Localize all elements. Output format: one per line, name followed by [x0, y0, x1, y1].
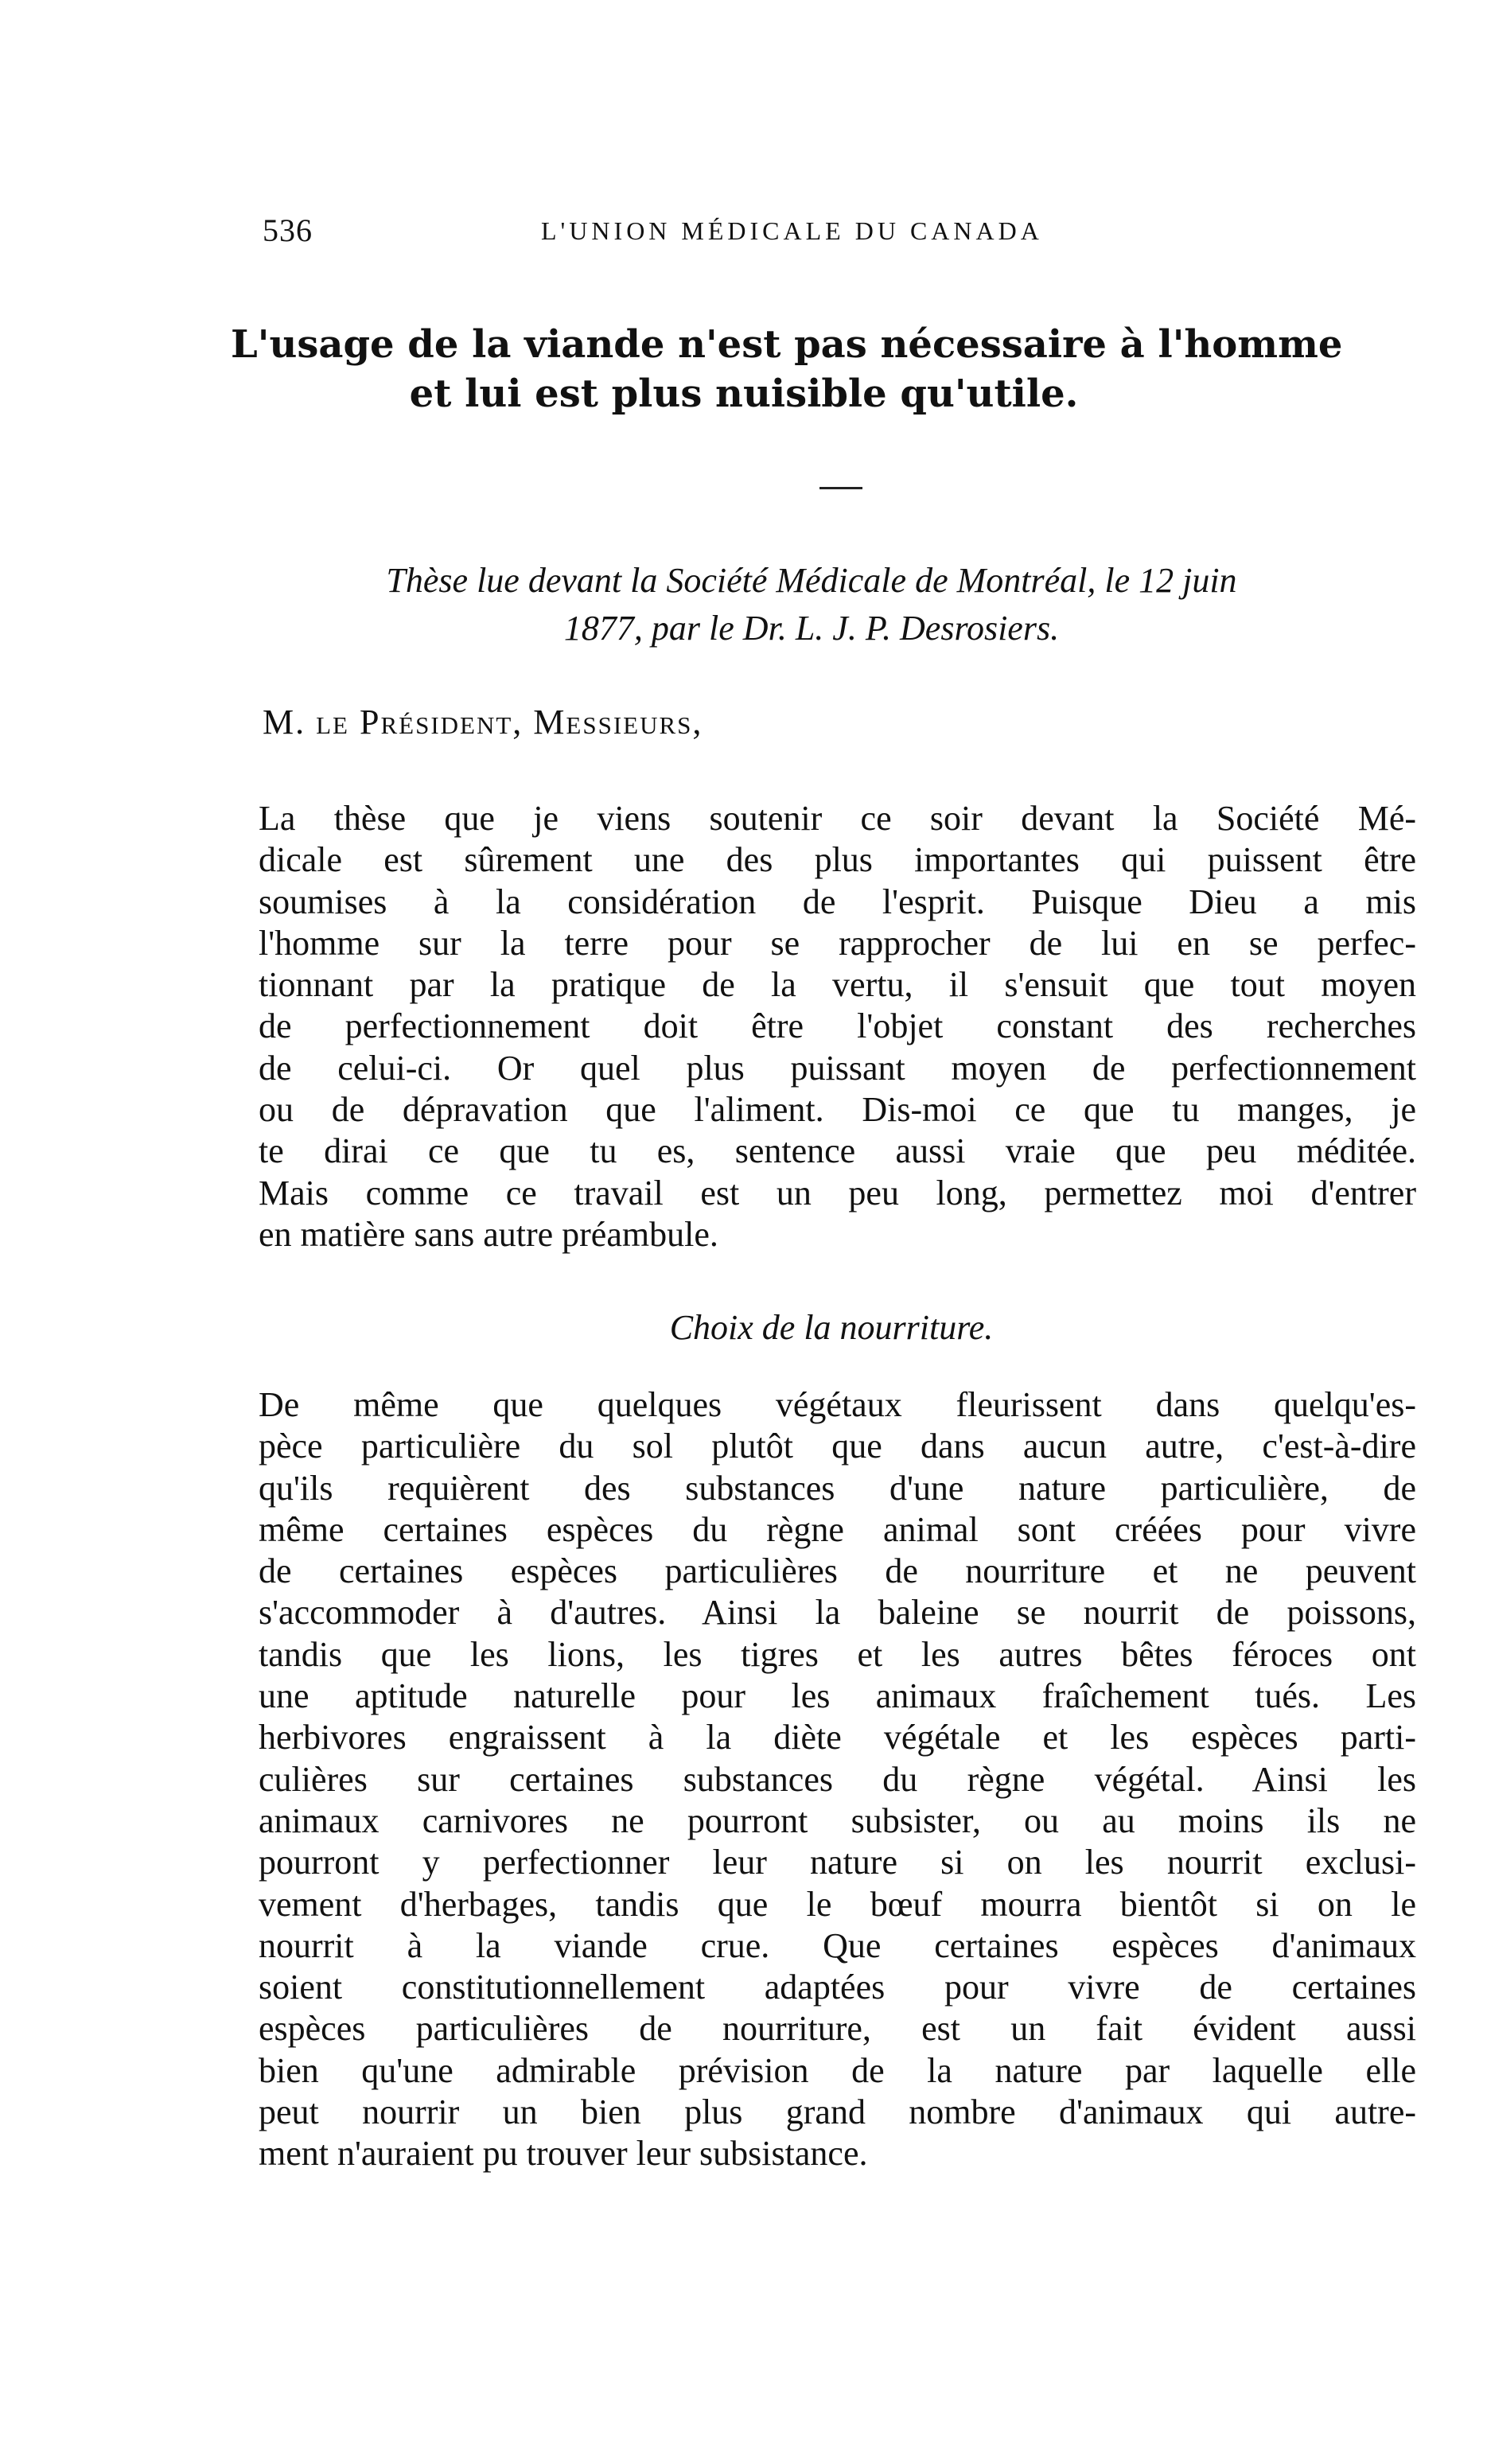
salutation: M. le Président, Messieurs,	[263, 703, 703, 742]
paragraph-line: ment n'auraient pu trouver leur subsistance.	[259, 2134, 868, 2174]
paragraph-line: en matière sans autre préambule.	[259, 1214, 718, 1254]
byline-line-2: 1877, par le Dr. L. J. P. Desrosiers.	[563, 609, 1060, 648]
paragraph-line: même certaines espèces du règne animal sont créées pour vivre	[259, 1509, 1416, 1549]
paragraph-line: peut nourrir un bien plus grand nombre d'animaux qui autre-	[259, 2092, 1416, 2132]
page-number: 536	[263, 212, 313, 248]
running-head	[263, 212, 1146, 251]
paragraph-line: de certaines espèces particulières de nourriture et ne peuvent	[259, 1551, 1416, 1591]
section-heading: Choix de la nourriture.	[669, 1308, 994, 1347]
paragraph-line: vement d'herbages, tandis que le bœuf mourra bientôt si on le	[259, 1884, 1416, 1924]
paragraph-line: espèces particulières de nourriture, est un fait évident aussi	[259, 2009, 1416, 2049]
paragraph-line: s'accommoder à d'autres. Ainsi la baleine se nourrit de poissons,	[259, 1593, 1416, 1633]
paragraph-line: herbivores engraissent à la diète végétale et les espèces parti-	[259, 1718, 1416, 1757]
separator-dash	[819, 487, 862, 489]
article-title	[231, 320, 1343, 418]
paragraph-line: bien qu'une admirable prévision de la nature par laquelle elle	[259, 2050, 1416, 2090]
paragraph-line: La thèse que je viens soutenir ce soir devant la Société Mé-	[259, 799, 1416, 838]
paragraph-line: te dirai ce que tu es, sentence aussi vraie que peu méditée.	[259, 1131, 1416, 1171]
paragraph-line: ou de dépravation que l'aliment. Dis-moi ce que tu manges, je	[259, 1090, 1416, 1130]
paragraph-line: de perfectionnement doit être l'objet constant des recherches	[259, 1006, 1416, 1046]
paragraph-line: l'homme sur la terre pour se rapprocher de lui en se perfec-	[259, 923, 1416, 963]
paragraph-line: animaux carnivores ne pourront subsister, ou au moins ils ne	[259, 1800, 1416, 1840]
paragraph-line: nourrit à la viande crue. Que certaines espèces d'animaux	[259, 1925, 1416, 1965]
paragraph-line: de celui-ci. Or quel plus puissant moyen de perfectionnement	[259, 1048, 1416, 1088]
paragraph-line: qu'ils requièrent des substances d'une nature particulière, de	[259, 1468, 1416, 1508]
byline-line-1: Thèse lue devant la Société Médicale de Montréal, le 12 juin	[386, 561, 1237, 600]
paragraph-line: soient constitutionnellement adaptées pour vivre de certaines	[259, 1968, 1416, 2007]
paragraph-line: dicale est sûrement une des plus importantes qui puissent être	[259, 840, 1416, 880]
article-title-line-2: et lui est plus nuisible qu'utile.	[409, 372, 1079, 416]
paragraph-line: une aptitude naturelle pour les animaux fraîchement tués. Les	[259, 1676, 1416, 1716]
paragraph-1	[259, 798, 1416, 1255]
journal-name: L'UNION MÉDICALE DU CANADA	[541, 216, 1043, 245]
paragraph-line: soumises à la considération de l'esprit. Puisque Dieu a mis	[259, 882, 1416, 921]
paragraph-line: pourront y perfectionner leur nature si on les nourrit exclusi-	[259, 1843, 1416, 1882]
paragraph-line: culières sur certaines substances du règne végétal. Ainsi les	[259, 1759, 1416, 1799]
paragraph-line: De même que quelques végétaux fleurissent dans quelqu'es-	[259, 1385, 1416, 1424]
byline	[239, 557, 1384, 652]
article-title-line-1: L'usage de la viande n'est pas nécessaire à l'homme	[231, 322, 1343, 367]
paragraph-line: Mais comme ce travail est un peu long, permettez moi d'entrer	[259, 1173, 1416, 1213]
paragraph-2	[259, 1384, 1416, 2175]
paragraph-line: tionnant par la pratique de la vertu, il s'ensuit que tout moyen	[259, 965, 1416, 1005]
paragraph-line: pèce particulière du sol plutôt que dans aucun autre, c'est-à-dire	[259, 1427, 1416, 1466]
paragraph-line: tandis que les lions, les tigres et les autres bêtes féroces ont	[259, 1634, 1416, 1674]
